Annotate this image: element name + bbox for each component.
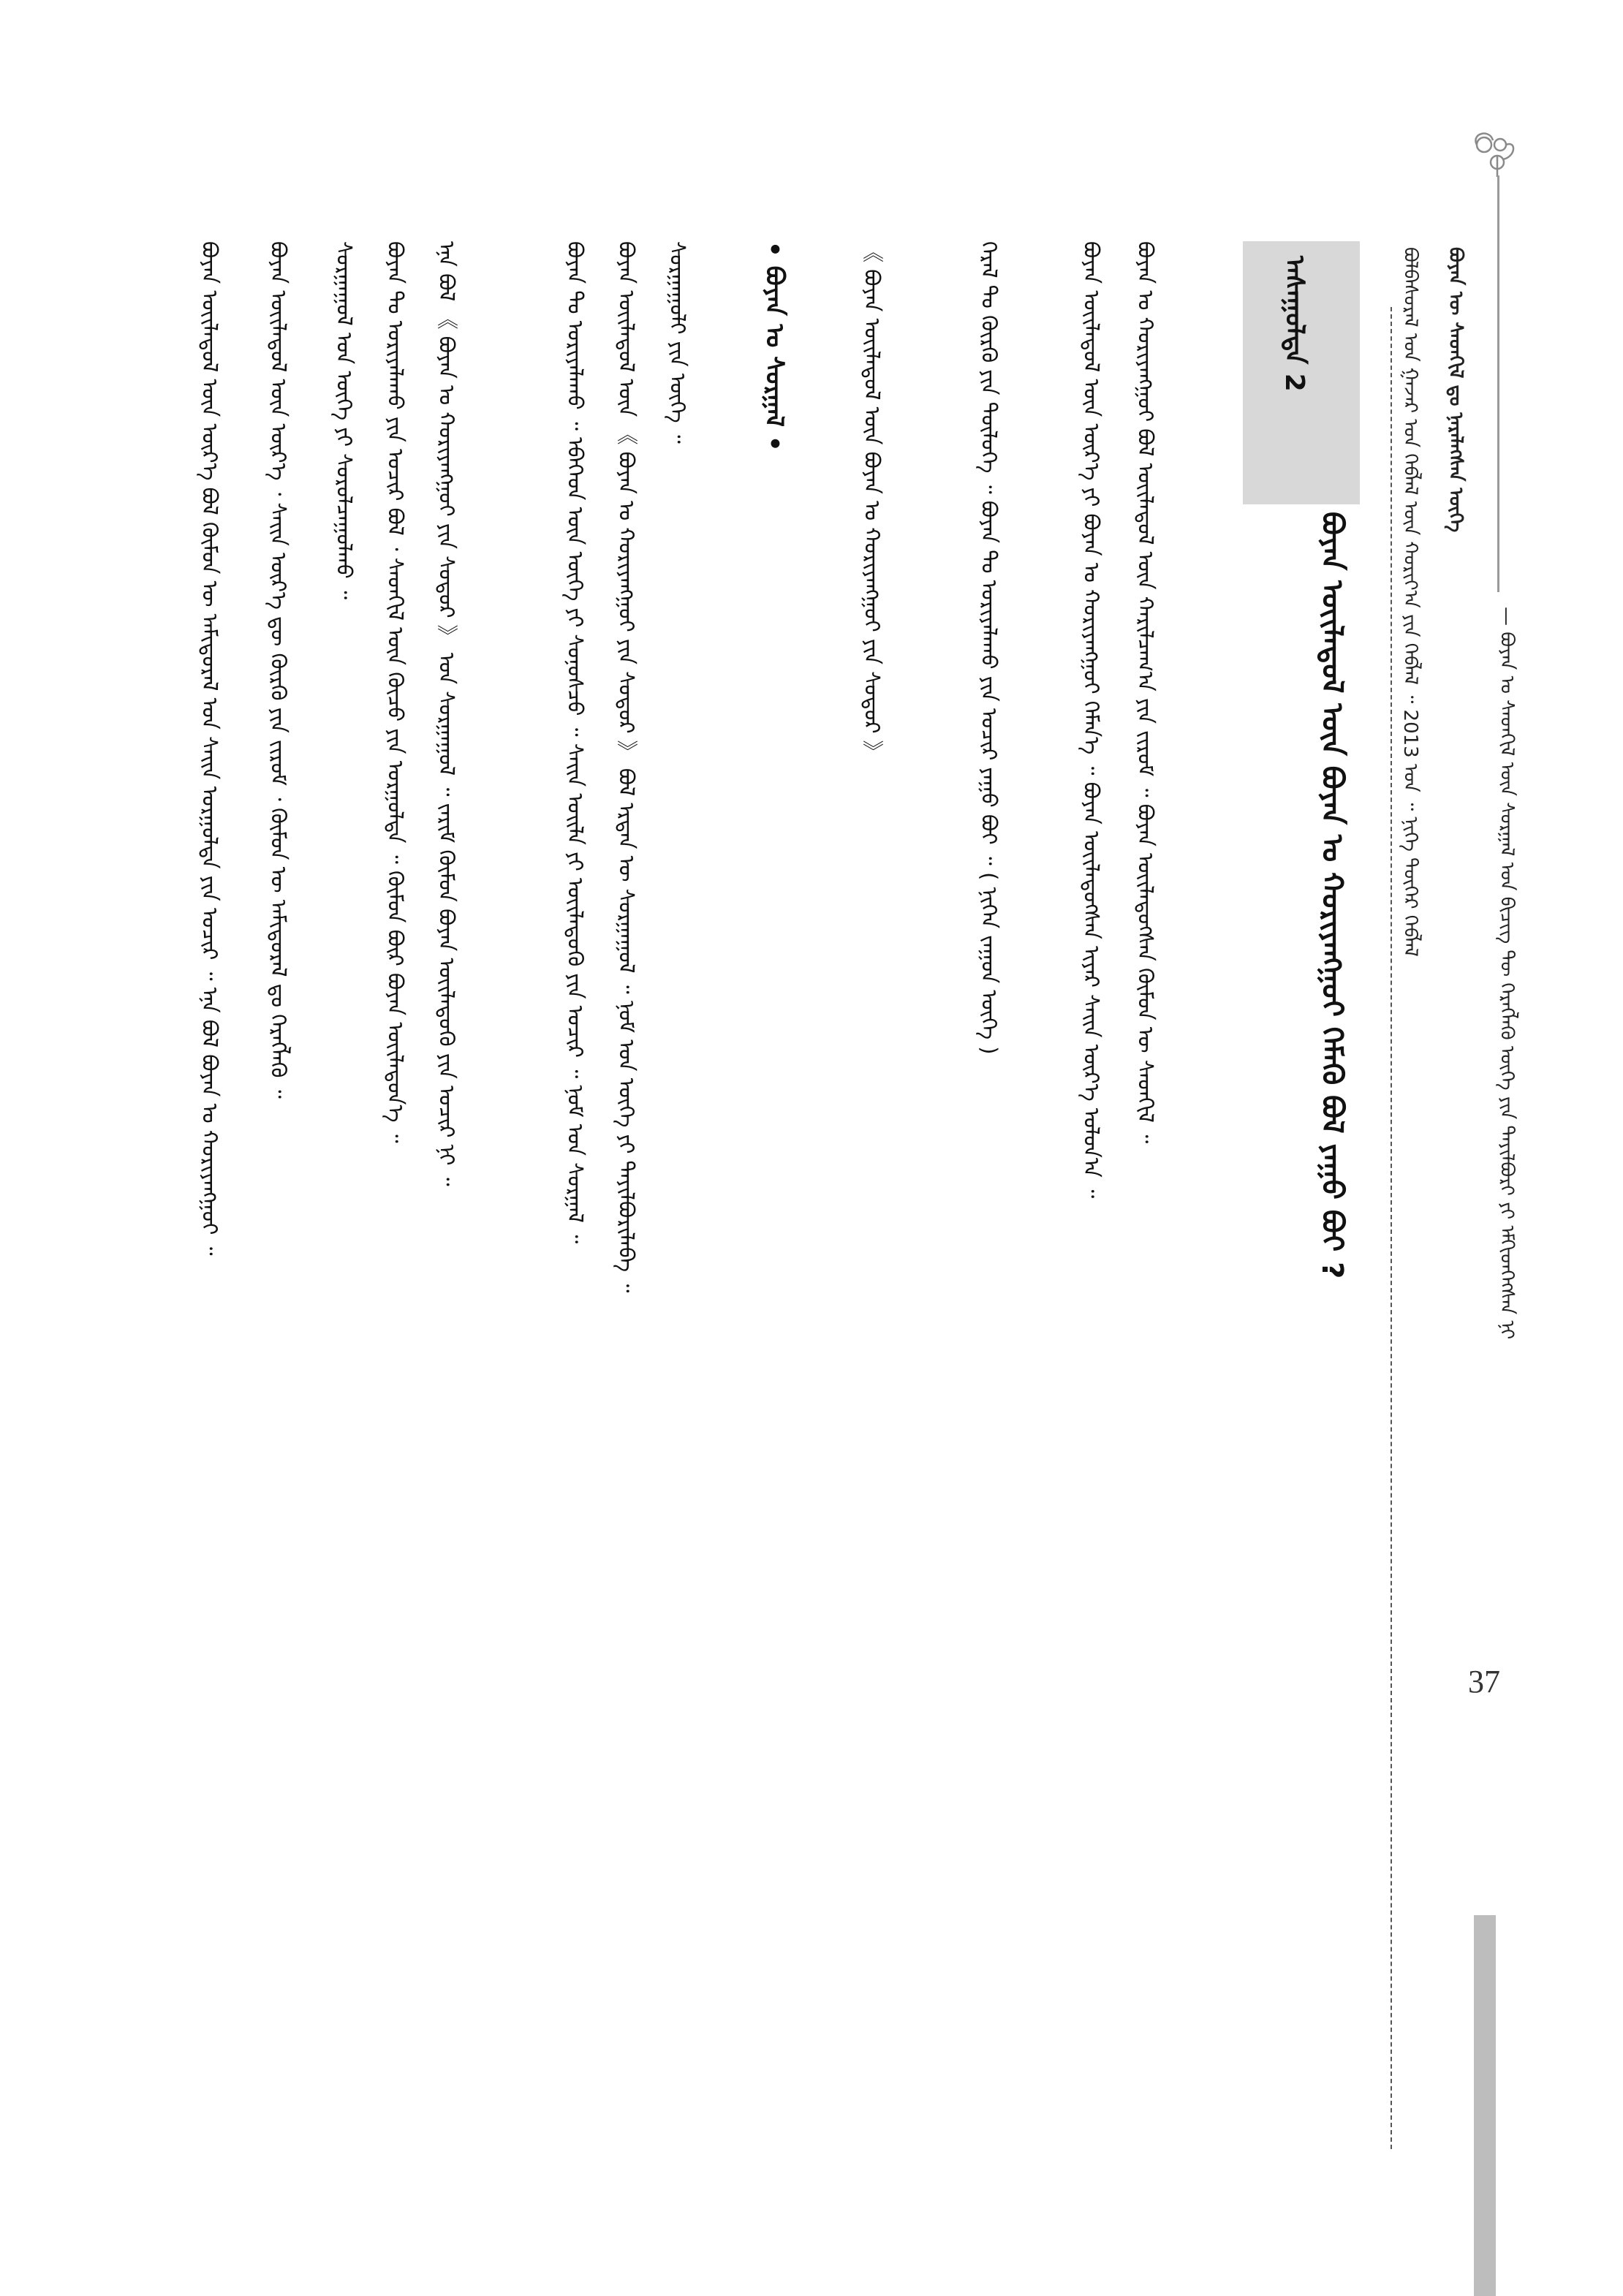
page-title: ᠪᠤᠶᠠᠨ ᠦᠢᠯᠡᠳᠦᠯ ᠦᠨ ᠪᠤᠶᠠᠨ ᠤ ᠬᠤᠷᠢᠶᠠᠩᠭᠤᠢ ᠬᠡᠮᠡᠬᠦ ᠪᠣᠯ ᠶᠠᠭᠤ ᠪᠤᠢ ? (1315, 512, 1349, 1279)
intro-paragraph-2: ᠪᠤᠶᠠᠨ ᠦᠢᠯᠡᠳᠦᠯ ᠦᠨ ᠦᠷ᠎ᠡ ᠶᠢ ᠪᠤᠶᠠᠨ ᠤ ᠬᠤᠷᠢᠶᠠᠩᠭᠤᠢ ᠬᠡᠮᠡᠨ᠎ᠡ ᠃ ᠪᠤᠶᠠᠨ ᠦᠢᠯᠡᠳᠦᠭᠰᠡᠨ ᠢᠶᠡᠷ ᠰᠠᠢᠨ ᠦᠷ᠎ᠡ ᠣᠯᠤᠨ᠎ᠠ ᠃ (1079, 241, 1104, 1199)
running-header-source: ᠪᠣᠯᠪᠠᠰᠤᠷᠠᠯ ᠤᠨ ᠭᠠᠵᠠᠷ ᠤᠨ ᠬᠡᠪᠯᠡᠯ ᠦᠨ ᠬᠣᠷᠢᠶ᠎ᠠ ᠶᠢᠨ ᠬᠡᠪᠯᠡᠯ ᠃ 2013 ᠣᠨ ᠃ ᠨᠢᠭᠡ ᠳᠦᠭᠡᠷ ᠬᠡᠪᠯᠡᠯ (1399, 247, 1421, 957)
page-edge-tab (1474, 1915, 1496, 2296)
header-separator (1391, 307, 1392, 2149)
body-paragraph-6: ᠰᠤᠷᠭᠠᠭᠤᠯ ᠤᠨ ᠦᠭᠡ ᠶᠢ ᠰᠤᠷᠤᠯᠴᠠᠭᠤᠯᠬᠤ ᠃ (332, 241, 357, 600)
body-paragraph-4: ᠡᠨᠡ ᠪᠣᠯ 《 ᠪᠤᠶᠠᠨ ᠤ ᠬᠤᠷᠢᠶᠠᠩᠭᠤᠢ ᠶᠢᠨ ᠰᠤᠳᠤᠷ 》 ᠤᠨ ᠰᠤᠷᠭᠠᠭᠤᠯ ᠃ ᠵᠠᠷᠢᠮ ᠬᠦᠮᠦᠨ ᠪᠤᠶᠠᠨ ᠦᠢᠯᠡᠳᠦᠬᠦ ᠶᠢᠨ ᠤᠴᠢᠷ ᠨᠢ ᠃ (434, 241, 459, 1186)
intro-paragraph-3: ᠭᠡᠷᠡᠯ ᠲᠤ ᠬᠦᠷᠬᠦ ᠶᠢᠨ ᠲᠥᠯᠦᠭᠡ ᠃ ᠪᠤᠶᠠᠨ ᠲᠤ ᠤᠷᠢᠶᠠᠯᠠᠬᠤ ᠶᠢᠨ ᠤᠴᠢᠷ ᠶᠠᠭᠤ ᠪᠤᠢ ᠃ ( ᠨᠢᠭᠡᠨ ᠵᠠᠭᠤᠨ ᠦᠭᠡ ) (977, 241, 1002, 1055)
running-header-subtitle: — ᠪᠤᠶᠠᠨ ᠤ ᠰᠡᠳᠬᠢᠯ ᠦᠨ ᠰᠤᠷᠭᠠᠯ ᠤᠨ ᠪᠢᠴᠢᠭ ᠲᠦ ᠬᠡᠷᠡᠭᠯᠡᠬᠦ ᠦᠭᠡ ᠶᠢᠨ ᠲᠠᠶᠢᠯᠪᠤᠷᠢ ᠶᠢ ᠡᠮᠬᠢᠳᠬᠡᠭᠰᠡᠨ ᠨᠢ (1496, 607, 1518, 1340)
body-paragraph-3: ᠪᠤᠶᠠᠨ ᠲᠤ ᠤᠷᠢᠶᠠᠯᠠᠬᠤ ᠃ ᠡᠪᠡᠭᠡᠳ ᠦᠨ ᠦᠭᠡ ᠶᠢ ᠰᠣᠨᠤᠰᠴᠤ ᠃ ᠰᠠᠢᠨ ᠤᠢᠯᠡ ᠶᠢ ᠦᠢᠯᠡᠳᠦᠬᠦ ᠶᠢᠨ ᠤᠴᠢᠷ ᠃ ᠨᠤᠮ ᠤᠨ ᠰᠤᠷᠭᠠᠯ ᠃ (563, 241, 588, 1244)
header-vertical-rule (1497, 175, 1499, 592)
question-label: ᠠᠰᠠᠭᠤᠯᠲᠠ 2 (1279, 256, 1309, 392)
section-heading: • ᠪᠤᠶᠠᠨ ᠤ ᠰᠤᠷᠭᠠᠯ • (760, 241, 789, 452)
body-paragraph-8: ᠪᠤᠶᠠᠨ ᠦᠢᠯᠡᠳᠦᠯ ᠦᠨ ᠦᠷ᠎ᠡ ᠪᠣᠯ ᠬᠦᠮᠦᠨ ᠦ ᠠᠮᠢᠳᠤᠷᠠᠯ ᠤᠨ ᠰᠠᠢᠨ ᠤᠷᠭᠤᠯᠲᠠ ᠶᠢᠨ ᠤᠴᠢᠷ ᠃ ᠡᠨᠡ ᠪᠣᠯ ᠪᠤᠶᠠᠨ ᠤ ᠬᠤᠷᠢᠶᠠᠩᠭᠤᠢ ᠃ (197, 241, 222, 1256)
body-paragraph-7: ᠪᠤᠶᠠᠨ ᠦᠢᠯᠡᠳᠦᠯ ᠦᠨ ᠦᠷ᠎ᠡ ᠂ ᠰᠠᠢᠨ ᠦᠷ᠎ᠡ ᠳᠦ ᠬᠦᠷᠬᠦ ᠶᠢᠨ ᠵᠢᠷᠤᠮ ᠂ ᠬᠦᠮᠦᠨ ᠦ ᠠᠮᠢᠳᠤᠷᠠᠯ ᠳᠤ ᠬᠡᠷᠡᠭᠯᠡᠬᠦ ᠃ (266, 241, 291, 1099)
running-header-title: ᠪᠤᠶᠠᠨ ᠦ ᠰᠡᠳᠬᠢᠯ ᠳᠤ ᠨᠡᠷᠡᠯᠡᠭᠰᠡᠨ ᠦᠭᠡ (1445, 247, 1467, 533)
intro-paragraph-1: ᠪᠤᠶᠠᠨ ᠤ ᠬᠤᠷᠢᠶᠠᠩᠭᠤᠢ ᠪᠣᠯ ᠦᠢᠯᠡᠳᠦᠯ ᠦᠨ ᠬᠠᠷᠢᠯᠴᠠᠭ᠎ᠠ ᠶᠢᠨ ᠵᠢᠷᠤᠮ ᠃ ᠪᠤᠶᠠᠨ ᠦᠢᠯᠡᠳᠦᠭᠰᠡᠨ ᠬᠦᠮᠦᠨ ᠦ ᠰᠡᠳᠬᠢᠯ ᠃ (1133, 241, 1158, 1144)
body-paragraph-2: ᠪᠤᠶᠠᠨ ᠦᠢᠯᠡᠳᠦᠯ ᠦᠨ 《 ᠪᠤᠶᠠᠨ ᠤ ᠬᠤᠷᠢᠶᠠᠩᠭᠤᠢ ᠶᠢᠨ ᠰᠤᠳᠤᠷ 》 ᠪᠣᠯ ᠡᠷᠲᠡᠨ ᠦ ᠰᠤᠷᠭᠠᠭᠤᠯ ᠃ ᠨᠤᠮ ᠤᠨ ᠦᠭᠡ ᠶᠢ ᠲᠠᠶᠢᠯᠪᠤᠷᠢᠯᠠᠪᠠ ᠃ (614, 241, 639, 1293)
body-paragraph-5: ᠪᠤᠶᠠᠨ ᠲᠤ ᠤᠷᠢᠶᠠᠯᠠᠬᠤ ᠶᠢᠨ ᠤᠴᠢᠷ ᠪᠣᠯ ᠂ ᠰᠡᠳᠬᠢᠯ ᠦᠨ ᠬᠦᠴᠦ ᠶᠢᠨ ᠤᠷᠭᠤᠯᠲᠠ ᠃ ᠬᠦᠮᠦᠨ ᠪᠦᠷ ᠪᠤᠶᠠᠨ ᠦᠢᠯᠡᠳᠦᠨ᠎ᠡ ᠃ (383, 241, 408, 1143)
ornament-icon (1468, 118, 1526, 177)
body-paragraph-1: ᠰᠤᠷᠭᠠᠭᠤᠯᠢ ᠶᠢᠨ ᠦᠭᠡ ᠃ (665, 241, 690, 444)
page-number: 37 (1468, 1664, 1500, 1700)
quote-line: 《 ᠪᠤᠶᠠᠨ ᠦᠢᠯᠡᠳᠦᠯ ᠦᠨ ᠪᠤᠶᠠᠨ ᠤ ᠬᠤᠷᠢᠶᠠᠩᠭᠤᠢ ᠶᠢᠨ ᠰᠤᠳᠤᠷ 》 (860, 241, 885, 762)
